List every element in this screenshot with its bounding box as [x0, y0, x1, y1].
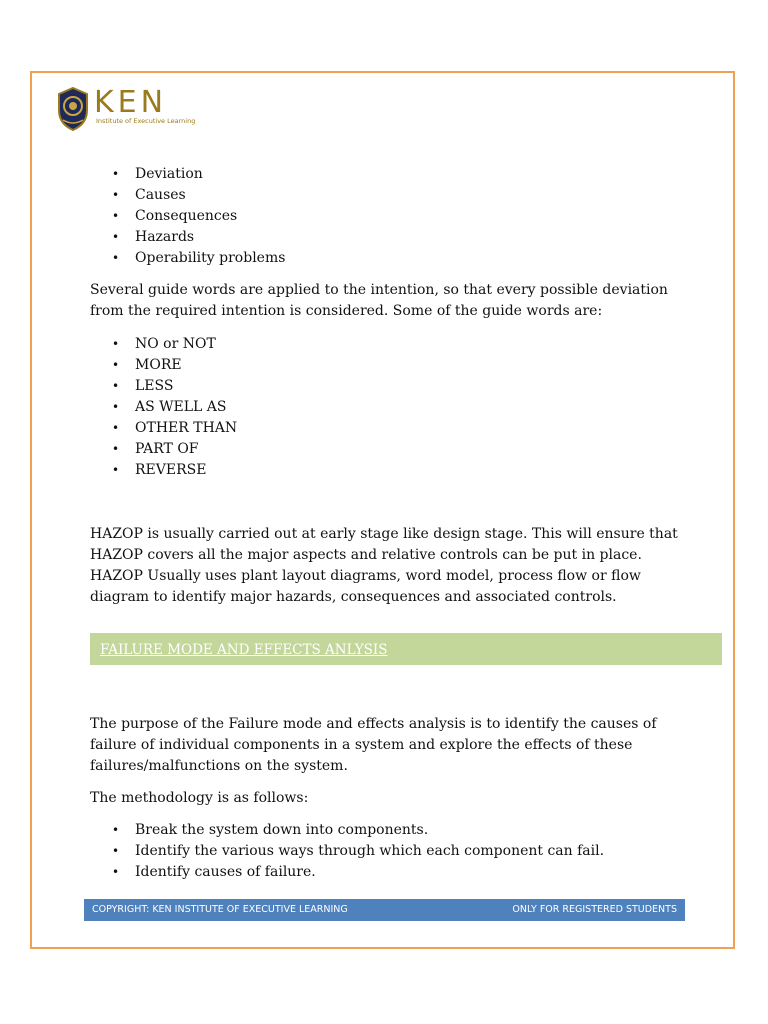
- document-body: [90, 164, 690, 608]
- list-item: • Hazards: [90, 227, 690, 248]
- list-item: • Consequences: [90, 206, 690, 227]
- document-body-2: [90, 714, 690, 883]
- bullet-list-methodology: [90, 820, 690, 883]
- list-item: • Identify causes of failure.: [90, 862, 690, 883]
- shield-emblem-icon: [56, 86, 90, 132]
- list-item: • PART OF: [90, 439, 690, 460]
- footer-bar: [84, 899, 685, 921]
- section-heading: [90, 633, 722, 665]
- paragraph: HAZOP is usually carried out at early stage like design stage. This will ensure that HAZOP covers all the major aspects and relative controls can be put in place. HAZOP Usually uses plant layout diagrams, word model, process flow or flow diagram to identify major hazards, consequences and associated controls.: [90, 526, 678, 605]
- list-item: • REVERSE: [90, 460, 690, 481]
- list-item: • Operability problems: [90, 248, 690, 269]
- list-item: • MORE: [90, 355, 690, 376]
- list-item: • Break the system down into components.: [90, 820, 690, 841]
- list-item: • AS WELL AS: [90, 397, 690, 418]
- list-item: • LESS: [90, 376, 690, 397]
- paragraph: The methodology is as follows:: [90, 790, 309, 806]
- list-item: • Causes: [90, 185, 690, 206]
- footer-notice: ONLY FOR REGISTERED STUDENTS: [512, 904, 677, 915]
- list-item: • Identify the various ways through which each component can fail.: [90, 841, 690, 862]
- logo-subtitle: Institute of Executive Learning: [96, 117, 196, 125]
- paragraph: Several guide words are applied to the intention, so that every possible deviation from the required intention is considered. Some of the guide words are:: [90, 282, 668, 319]
- list-item: • Deviation: [90, 164, 690, 185]
- list-item: • OTHER THAN: [90, 418, 690, 439]
- list-item: • NO or NOT: [90, 334, 690, 355]
- paragraph: The purpose of the Failure mode and effects analysis is to identify the causes of failure of individual components in a system and explore the effects of these failures/malfunctions on the system.: [90, 716, 657, 774]
- bullet-list-hazop-elements: [90, 164, 690, 269]
- logo-wordmark: KEN: [94, 85, 168, 120]
- bullet-list-guide-words: [90, 334, 690, 481]
- footer-copyright: COPYRIGHT: KEN INSTITUTE OF EXECUTIVE LEARNING: [92, 904, 348, 915]
- section-heading-text: FAILURE MODE AND EFFECTS ANLYSIS: [100, 642, 388, 658]
